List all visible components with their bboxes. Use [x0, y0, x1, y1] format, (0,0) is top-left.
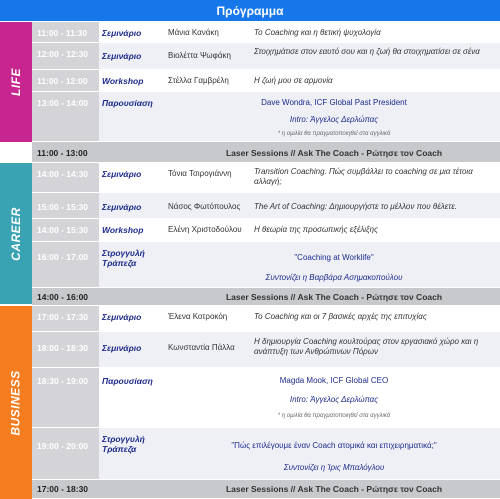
roundtable-row	[32, 242, 500, 288]
section-life-band	[0, 22, 32, 142]
session-type: Στρογγυλή Τράπεζα	[102, 248, 145, 268]
presentation-speaker: Dave Wondra, ICF Global Past President	[261, 98, 407, 107]
session-speaker: Στέλλα Γαμβρέλη	[168, 76, 229, 85]
roundtable-moderator: Συντονίζει η Βαρβάρα Ασημακοπούλου	[265, 273, 403, 282]
laser-label: Laser Sessions // Ask The Coach - Ρώτησε τον Coach	[225, 484, 443, 494]
roundtable-title: "Coaching at Worklife"	[294, 253, 374, 262]
session-row	[32, 193, 500, 219]
session-row	[32, 163, 500, 193]
laser-time: 14:00 - 16:00	[37, 292, 89, 302]
session-row	[32, 332, 500, 368]
session-time: 15:00 - 15:30	[32, 193, 99, 218]
session-speaker: Βιολέττα Ψωφάκη	[168, 51, 231, 60]
session-topic: Η θεωρία της προσωπικής εξέλιξης	[254, 225, 378, 234]
session-type: Σεμινάριο	[102, 312, 142, 322]
section-business-label: BUSINESS	[9, 369, 24, 436]
session-time: 17:00 - 17:30	[32, 306, 99, 331]
presentation-intro: Intro: Άγγελος Δερλώπας	[289, 115, 379, 124]
session-speaker: Τόνια Τσιρογιάννη	[168, 169, 232, 178]
session-row	[32, 306, 500, 332]
session-time: 16:00 - 17:00	[32, 242, 99, 287]
session-time: 13:00 - 14:00	[32, 92, 99, 141]
session-type: Παρουσίαση	[102, 376, 153, 386]
session-row	[32, 219, 500, 242]
section-career-band	[0, 163, 32, 304]
session-time: 18:30 - 19:00	[32, 368, 99, 427]
program-title: Πρόγραμμα	[216, 3, 284, 18]
laser-session-row	[32, 142, 500, 163]
program-header	[0, 0, 500, 21]
section-business-band	[0, 306, 32, 499]
session-type: Σεμινάριο	[102, 202, 142, 212]
session-type: Workshop	[102, 76, 144, 86]
session-type: Σεμινάριο	[102, 169, 142, 179]
session-type: Σεμινάριο	[102, 51, 142, 61]
session-speaker: Κωνσταντία Πάλλα	[168, 343, 235, 352]
session-type: Workshop	[102, 225, 144, 235]
session-row	[32, 70, 500, 92]
roundtable-row	[32, 428, 500, 480]
session-topic: Η δημιουργία Coaching κουλτούρας στον εργασιακό χώρο και η ανάπτυξη των Ανθρώπινων Πόρων	[254, 337, 479, 356]
session-time: 11:00 - 11:30	[32, 22, 99, 42]
roundtable-title: "Πώς επιλέγουμε έναν Coach ατομικά και επιχειρηματικά;"	[231, 441, 437, 450]
session-type: Σεμινάριο	[102, 28, 142, 38]
laser-time: 11:00 - 13:00	[37, 148, 88, 158]
session-type: Παρουσίαση	[102, 98, 153, 108]
session-topic: The Art of Coaching: Δημιουργήστε το μέλλον που θέλετε.	[254, 202, 457, 211]
session-time: 12:00 - 12:30	[32, 43, 99, 69]
session-time: 14:00 - 15:30	[32, 219, 99, 241]
session-speaker: Έλενα Κοτροκόη	[168, 312, 228, 321]
session-time: 18:00 - 18:30	[32, 332, 99, 367]
session-type: Σεμινάριο	[102, 343, 142, 353]
presentation-row	[32, 368, 500, 428]
session-speaker: Μάνια Κανάκη	[168, 28, 219, 37]
presentation-intro: Intro: Άγγελος Δερλώπας	[289, 395, 379, 404]
session-speaker: Ελένη Χριστοδούλου	[168, 225, 242, 234]
session-row	[32, 43, 500, 70]
laser-session-row	[32, 288, 500, 306]
session-topic: Το Coaching και η θετική ψυχολογία	[254, 28, 381, 37]
session-topic: Transition Coaching. Πώς συμβάλλει το coaching σε μια τέτοια αλλαγή;	[254, 167, 473, 186]
session-type: Στρογγυλή Τράπεζα	[102, 434, 145, 454]
section-life-label: LIFE	[9, 68, 23, 96]
session-row	[32, 22, 500, 43]
session-topic: Το Coaching και οι 7 βασικές αρχές της επιτυχίας	[254, 312, 427, 321]
roundtable-moderator: Συντονίζει η Ίρις Μπαλόγλου	[283, 463, 385, 472]
section-career-label: CAREER	[9, 206, 24, 261]
session-topic: Η ζωή μου σε αρμονία	[254, 76, 333, 85]
presentation-note: * η ομιλία θα πραγματοποιηθεί στα αγγλικά	[277, 131, 391, 137]
laser-session-row	[32, 480, 500, 499]
laser-label: Laser Sessions // Ask The Coach - Ρώτησε τον Coach	[225, 292, 443, 302]
session-speaker: Νάσος Φωτόπουλος	[168, 202, 241, 211]
presentation-row	[32, 92, 500, 142]
laser-label: Laser Sessions // Ask The Coach - Ρώτησε τον Coach	[225, 148, 443, 158]
session-time: 11:00 - 12:00	[32, 70, 99, 91]
session-time: 19:00 - 20:00	[32, 428, 99, 479]
session-topic: Στοιχημάτισε στον εαυτό σου και η ζωή θα στοιχηματίσει σε σένα	[254, 47, 480, 56]
presentation-speaker: Magda Mook, ICF Global CEO	[279, 376, 389, 385]
presentation-note: * η ομιλία θα πραγματοποιηθεί στα αγγλικά	[277, 413, 391, 419]
laser-time: 17:00 - 18:30	[37, 484, 89, 494]
session-time: 14:00 - 14:30	[32, 163, 99, 192]
